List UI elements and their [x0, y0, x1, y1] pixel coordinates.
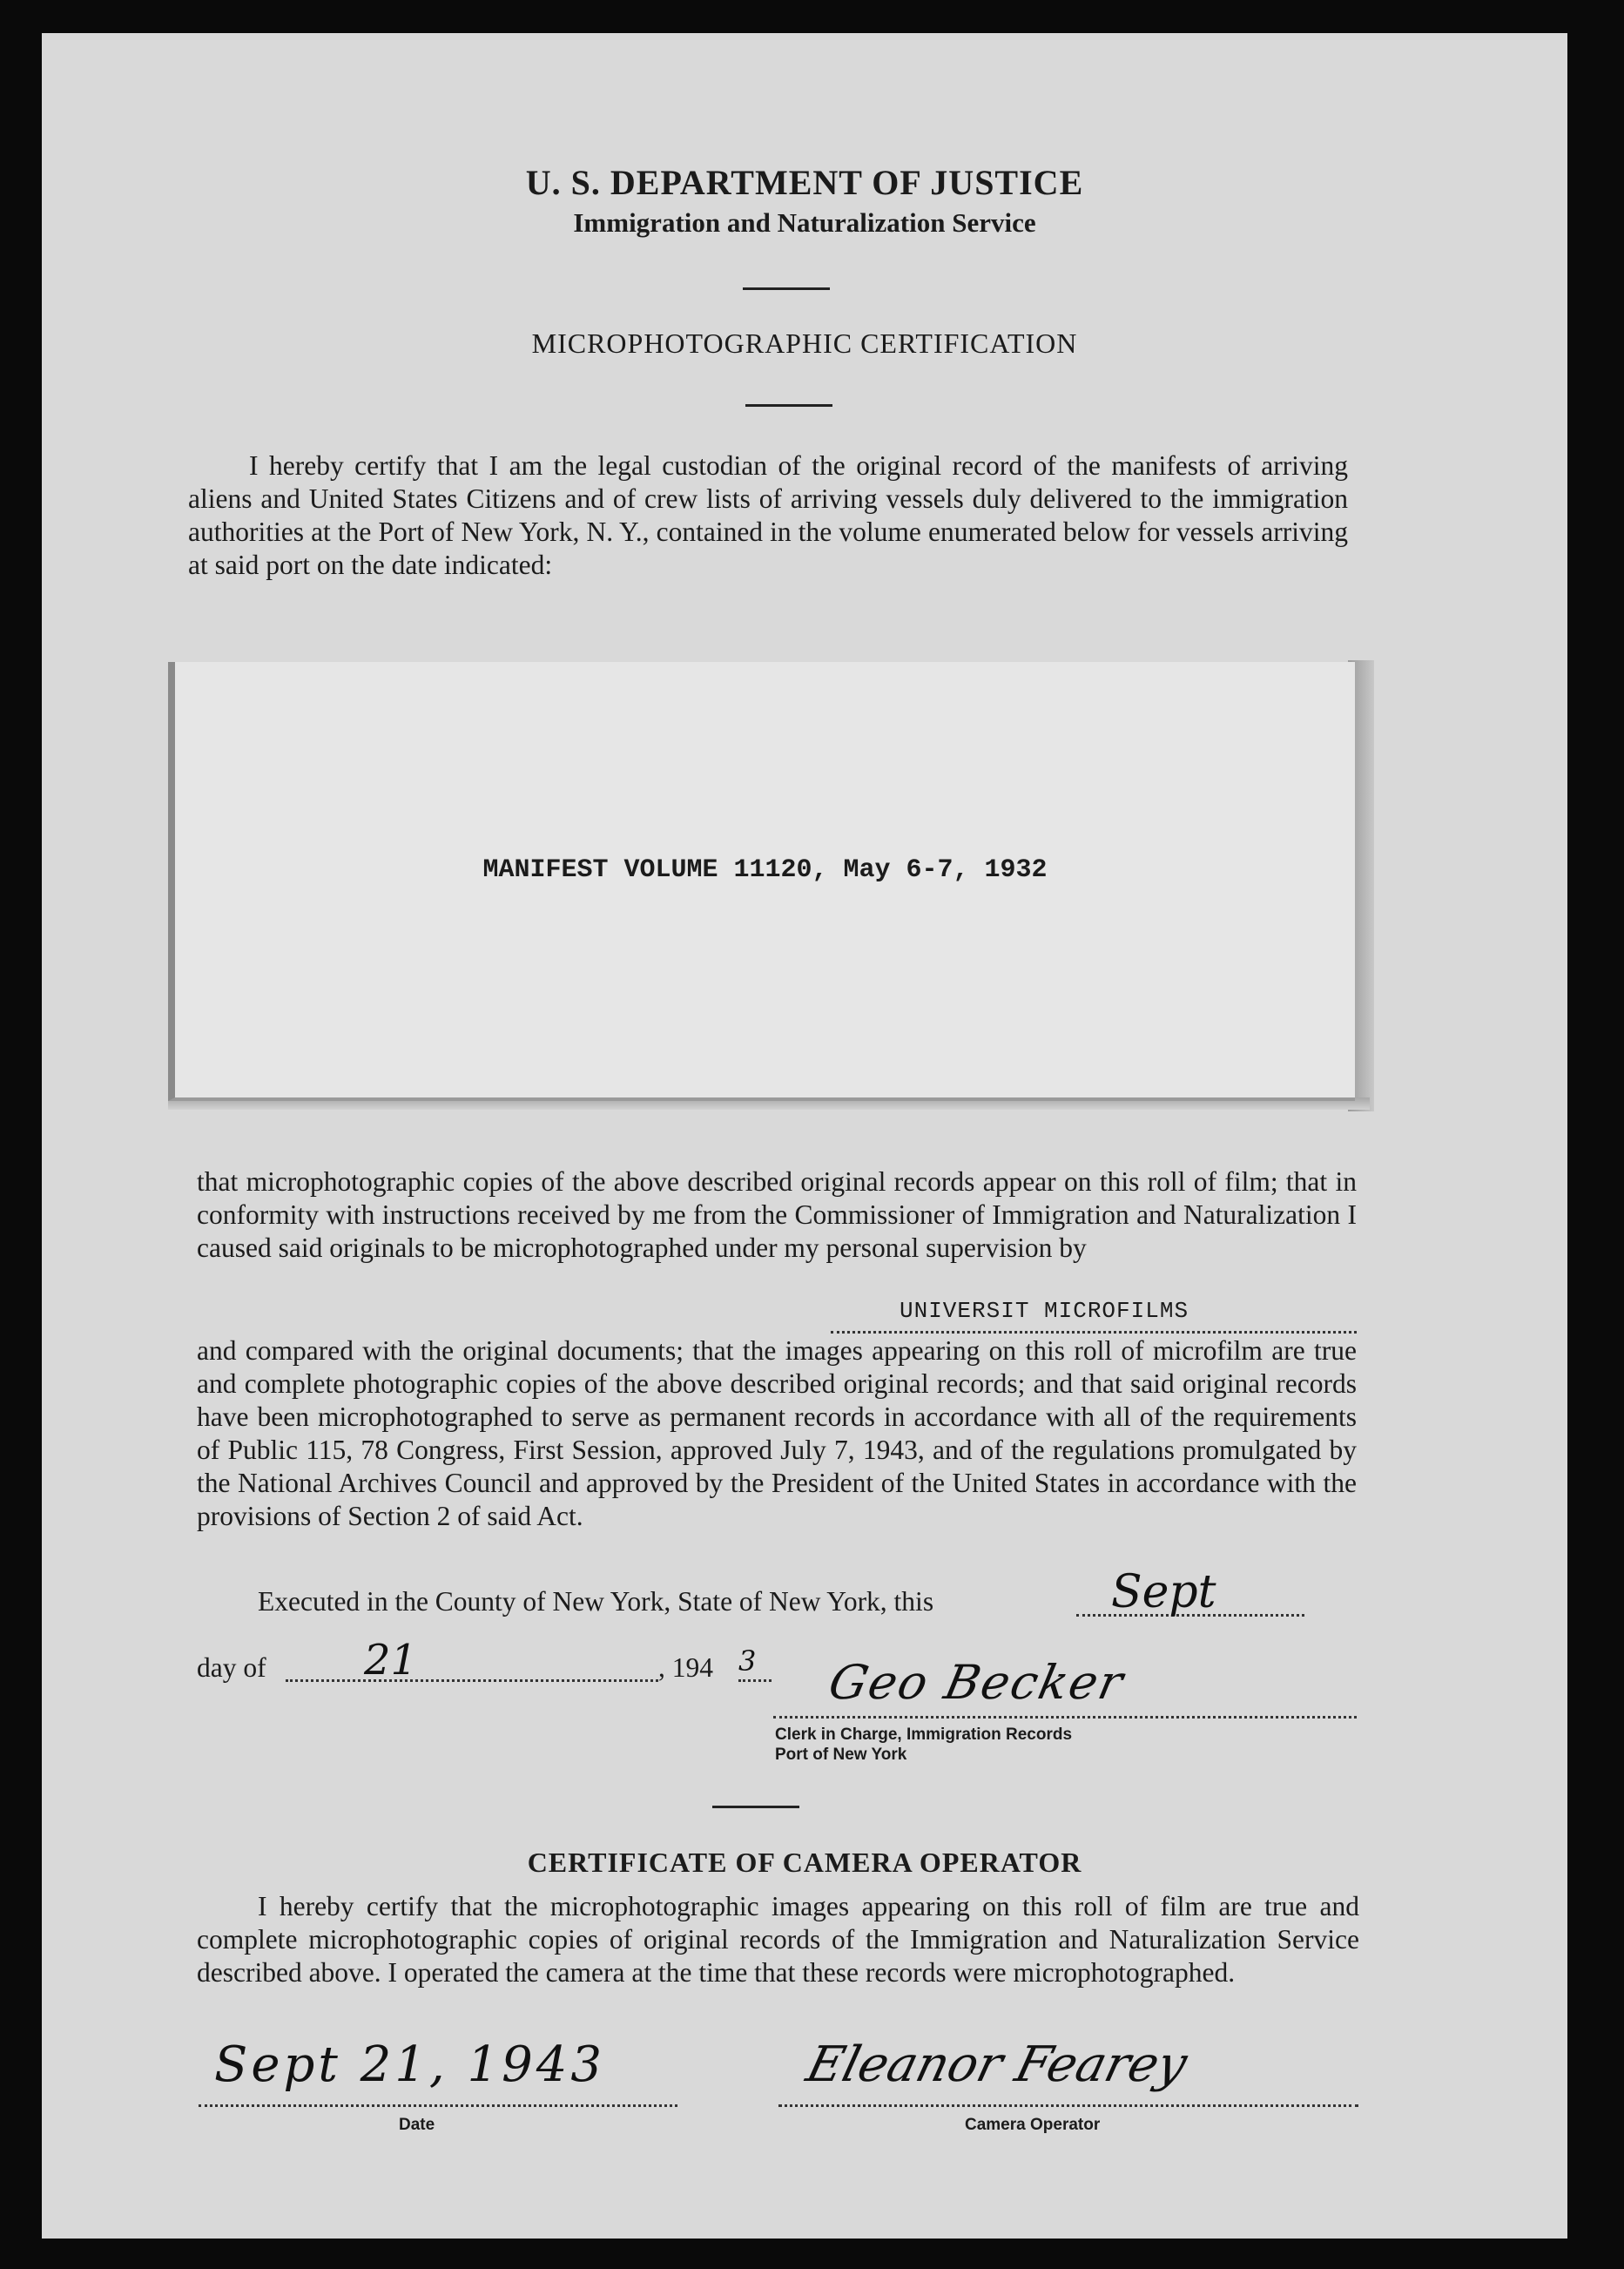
service-subheading: Immigration and Naturalization Service	[573, 207, 1036, 238]
date-fill-line	[199, 2104, 677, 2107]
operator-signature-line	[778, 2104, 1358, 2107]
camera-divider	[712, 1806, 799, 1808]
manifest-slip	[168, 662, 1355, 1101]
year-handwritten-digit: 3	[738, 1644, 757, 1678]
year-fill-line	[738, 1679, 772, 1682]
year-prefix: , 194	[658, 1652, 713, 1683]
manifest-volume-text: MANIFEST VOLUME 11120, May 6-7, 1932	[482, 855, 1048, 885]
operator-label: Camera Operator	[965, 2116, 1101, 2134]
date-label: Date	[399, 2116, 435, 2134]
typed-company-name: UNIVERSIT MICROFILMS	[900, 1298, 1189, 1324]
header-divider	[743, 287, 830, 290]
body-paragraph-part1: that microphotographic copies of the above described original records appear on this roll of film; that in conformity with instructions received by me from the Commissioner of Immigration and Naturalization I caused said originals to be microphotographed under my personal supervision by	[197, 1166, 1357, 1263]
execution-line-1: Executed in the County of New York, State of New York, this	[258, 1586, 934, 1617]
month-handwritten: Sept	[1111, 1566, 1216, 1618]
date-handwritten: Sept 21, 1943	[214, 2036, 606, 2093]
clerk-signature-line	[773, 1716, 1357, 1719]
clerk-signature: Geo Becker	[824, 1655, 1129, 1710]
body-paragraph-part2: and compared with the original documents; that the images appearing on this roll of microfilm are true and complete photographic copies of the above described original records; and that said original records have been microphotographed to serve as permanent records in accordance with all of the requirements of Public 115, 78 Congress, First Session, approved July 7, 1943, and of the regulations promulgated by the National Archives Council and approved by the President of the United States in accordance with the provisions of Section 2 of said Act.	[197, 1335, 1357, 1531]
camera-certificate-title: CERTIFICATE OF CAMERA OPERATOR	[527, 1847, 1082, 1878]
operator-signature: Eleanor Fearey	[800, 2036, 1193, 2093]
day-handwritten: 21	[364, 1636, 418, 1685]
intro-paragraph: I hereby certify that I am the legal custodian of the original record of the manifests of arriving aliens and United States Citizens and of crew lists of arriving vessels duly delivered to the immigration authorities at the Port of New York, N. Y., contained in the volume enumerated below for vessels arriving at said port on the date indicated:	[188, 450, 1348, 580]
certification-title: MICROPHOTOGRAPHIC CERTIFICATION	[531, 328, 1078, 359]
supervisor-fill-line	[831, 1331, 1357, 1334]
camera-certificate-text: I hereby certify that the microphotographic images appearing on this roll of film are true and complete microphotographic copies of original records of the Immigration and Naturalization Service described above. I operated the camera at the time that these records were microphotographed.	[197, 1891, 1359, 1988]
day-fill-line	[286, 1679, 658, 1682]
clerk-title: Clerk in Charge, Immigration Records Port of New York	[775, 1725, 1073, 1764]
title-divider	[745, 404, 832, 407]
department-heading: U. S. DEPARTMENT OF JUSTICE	[525, 163, 1084, 202]
document-sheet	[42, 33, 1567, 2239]
execution-line-2: day of	[197, 1652, 266, 1683]
